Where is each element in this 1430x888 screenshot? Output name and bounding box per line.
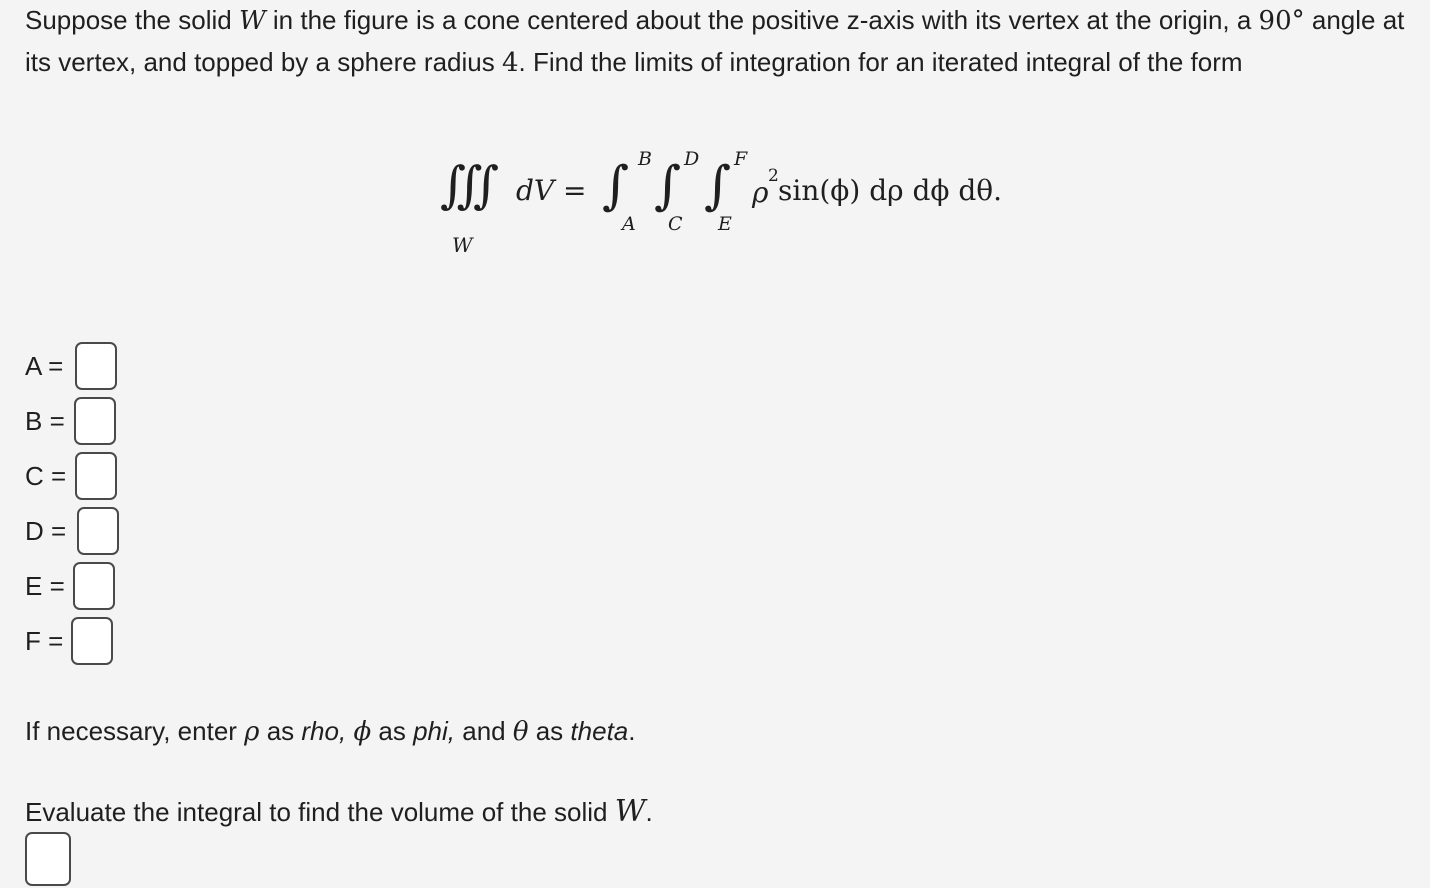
region-label: W: [452, 233, 473, 257]
answer-input-e[interactable]: [73, 562, 115, 610]
upper-limit-d: D: [684, 148, 700, 170]
volume-answer-input[interactable]: [25, 832, 71, 886]
hint-rho-symbol: ρ: [244, 717, 260, 747]
answer-label-b: B =: [25, 405, 65, 436]
answer-input-b[interactable]: [74, 397, 116, 445]
integral-sign-1: ∫: [602, 156, 630, 216]
input-hint: [25, 712, 635, 751]
answer-label-f: F =: [25, 625, 64, 656]
answer-row-d: [25, 504, 119, 558]
dv-equals: dV =: [516, 174, 587, 207]
lower-limit-a: A: [622, 213, 636, 235]
hint-text-6: as: [528, 716, 571, 746]
integral-sign-3: ∫: [704, 156, 732, 216]
rho-exponent: 2: [768, 166, 779, 186]
evaluate-end: .: [645, 797, 653, 827]
answer-input-a[interactable]: [75, 342, 117, 390]
answer-label-e: E =: [25, 570, 65, 601]
intro-text-4: . Find the limits of integration for an iterated integral of the form: [518, 47, 1243, 77]
intro-text-1: Suppose the solid: [25, 5, 239, 35]
answer-input-f[interactable]: [71, 617, 113, 665]
triple-integral-sign: ∭: [440, 156, 500, 214]
answer-input-d[interactable]: [77, 507, 119, 555]
evaluate-text: Evaluate the integral to find the volume of the solid: [25, 797, 615, 827]
answer-row-e: [25, 559, 115, 613]
hint-text-5: and: [455, 716, 513, 746]
answer-label-c: C =: [25, 460, 67, 491]
hint-theta-symbol: θ: [512, 717, 529, 747]
answer-row-c: [25, 449, 117, 503]
radius-value: 4: [501, 48, 519, 78]
angle-value: 90°: [1258, 6, 1305, 36]
integral-formula: [0, 0, 1430, 280]
hint-text-7: .: [628, 716, 636, 746]
integral-sign-2: ∫: [654, 156, 682, 216]
answer-label-a: A =: [25, 350, 64, 381]
hint-text-1: If necessary, enter: [25, 716, 245, 746]
answer-row-b: [25, 394, 116, 448]
rho-symbol: ρ: [752, 176, 769, 209]
evaluate-prompt: [25, 793, 653, 831]
hint-text-2: as: [259, 716, 302, 746]
solid-symbol: W: [238, 6, 266, 36]
lower-limit-c: C: [668, 213, 683, 235]
upper-limit-f: F: [734, 148, 748, 170]
lower-limit-e: E: [718, 213, 732, 235]
answer-row-a: [25, 339, 117, 393]
integrand-text: sin(ϕ) dρ dϕ dθ.: [778, 174, 1003, 207]
hint-phi-word: phi,: [413, 716, 456, 746]
answer-row-f: [25, 614, 113, 668]
hint-rho-word: rho,: [301, 716, 347, 746]
hint-text-4: as: [371, 716, 414, 746]
answer-label-d: D =: [25, 515, 67, 546]
hint-theta-word: theta: [570, 716, 629, 746]
intro-text-2: in the figure is a cone centered about the positive z-axis with its vertex at the origin, a: [265, 5, 1259, 35]
evaluate-solid-symbol: W: [614, 794, 646, 829]
answer-input-c[interactable]: [75, 452, 117, 500]
intro-text-3: angle at its vertex, and topped by a sphere radius: [25, 5, 1405, 77]
hint-phi-symbol: ϕ: [353, 717, 372, 747]
upper-limit-b: B: [638, 148, 652, 170]
